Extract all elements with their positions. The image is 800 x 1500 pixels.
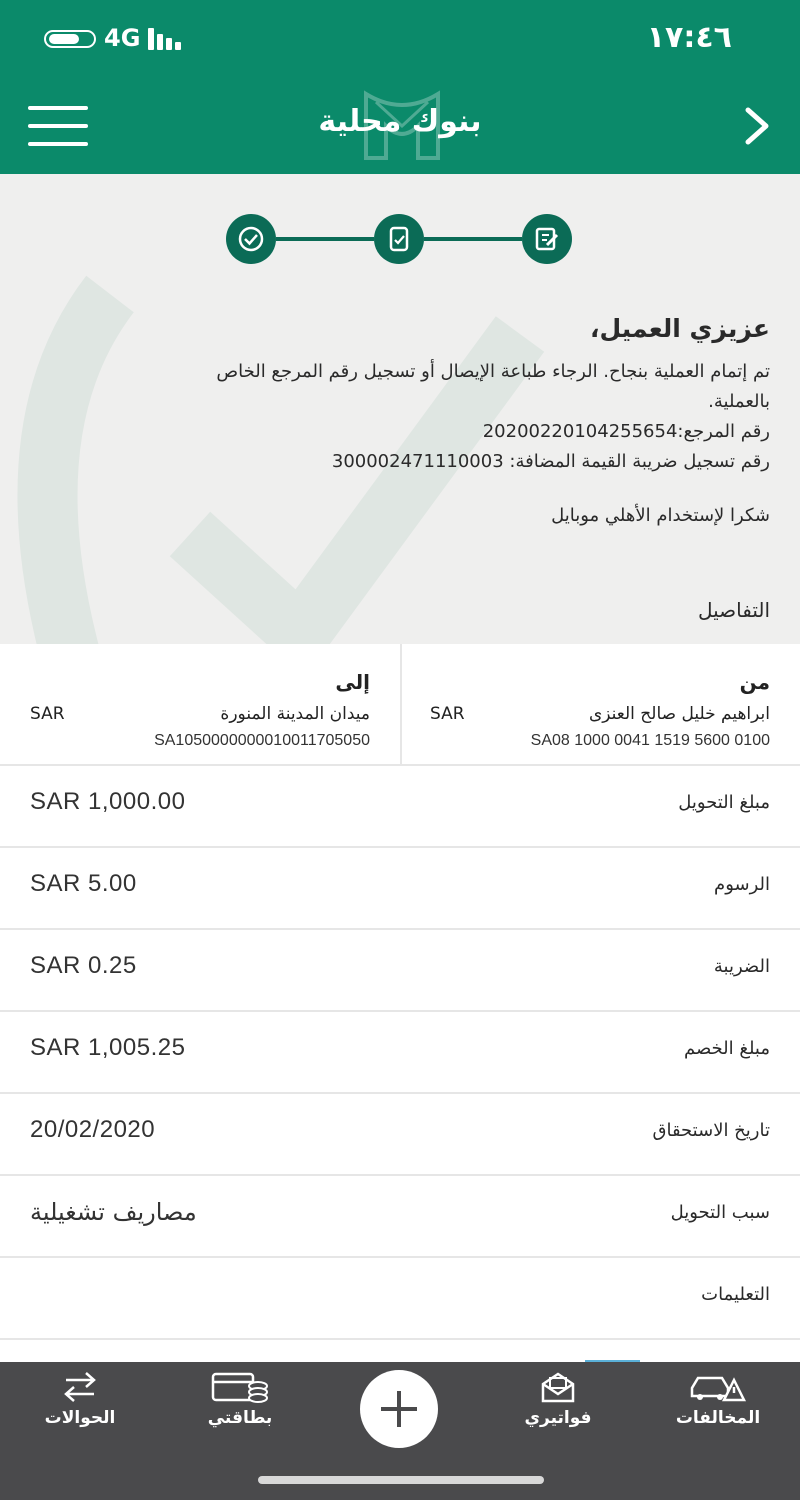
to-currency: SAR: [30, 704, 65, 724]
success-text: تم إتمام العملية بنجاح. الرجاء طباعة الإيصال أو تسجيل رقم المرجع الخاص: [216, 361, 770, 382]
confirmation-message: [50, 314, 770, 526]
status-time: ١٧:٤٦: [646, 20, 732, 55]
reference-number: رقم المرجع:20200220104255654: [482, 421, 770, 442]
app-header: [0, 78, 800, 174]
from-iban: SA08 1000 0041 1519 5600 0100: [530, 732, 770, 749]
chevron-right-icon[interactable]: [740, 104, 774, 148]
home-indicator: [258, 1476, 544, 1484]
tab-transfers[interactable]: الحوالات: [20, 1370, 140, 1450]
card-coins-icon: [210, 1370, 270, 1404]
greeting: عزيزي العميل،: [589, 314, 770, 343]
to-iban: SA1050000000010011705050: [154, 732, 370, 749]
tab-violations[interactable]: المخالفات: [658, 1370, 778, 1450]
thanks-text: شكرا لإستخدام الأهلي موبايل: [551, 505, 770, 526]
row-transfer-reason: سبب التحويل مصاريف تشغيلية: [0, 1176, 800, 1258]
tab-my-bills[interactable]: فواتيري: [498, 1370, 618, 1450]
from-account: من ابراهيم خليل صالح العنزى SAR SA08 1000 0041 1519 5600 0100: [430, 670, 770, 749]
row-due-date: تاريخ الاستحقاق 20/02/2020: [0, 1094, 800, 1176]
from-name: ابراهيم خليل صالح العنزى: [588, 704, 770, 724]
to-name: ميدان المدينة المنورة: [220, 704, 370, 724]
transfer-arrows-icon: [60, 1370, 100, 1404]
bill-envelope-icon: [538, 1370, 578, 1404]
car-warning-icon: [688, 1370, 748, 1404]
network-type: 4G: [104, 24, 141, 52]
document-check-icon: [374, 214, 424, 264]
row-fees: الرسوم SAR 5.00: [0, 848, 800, 930]
confirmation-panel: [0, 174, 800, 644]
hamburger-icon[interactable]: [28, 106, 88, 146]
success-text-cont: بالعملية.: [708, 391, 770, 412]
signal-icon: [148, 28, 188, 50]
vat-number: رقم تسجيل ضريبة القيمة المضافة: 300002471110003: [331, 451, 770, 472]
from-currency: SAR: [430, 704, 465, 724]
row-tax: الضريبة SAR 0.25: [0, 930, 800, 1012]
page-title: بنوك محلية: [318, 104, 482, 139]
tab-my-cards[interactable]: بطاقتي: [180, 1370, 300, 1450]
edit-icon: [522, 214, 572, 264]
progress-stepper: [226, 214, 576, 264]
add-button[interactable]: [360, 1370, 438, 1448]
row-instructions: التعليمات: [0, 1258, 800, 1340]
row-debit-amount: مبلغ الخصم SAR 1,005.25: [0, 1012, 800, 1094]
transfer-parties: [0, 644, 800, 766]
details-heading: التفاصيل: [697, 598, 770, 622]
battery-icon: [44, 30, 96, 48]
check-circle-icon: [226, 214, 276, 264]
status-bar: [0, 0, 800, 78]
to-account: إلى ميدان المدينة المنورة SAR SA1050000000010011705050: [30, 670, 370, 749]
row-transfer-amount: مبلغ التحويل SAR 1,000.00: [0, 766, 800, 848]
